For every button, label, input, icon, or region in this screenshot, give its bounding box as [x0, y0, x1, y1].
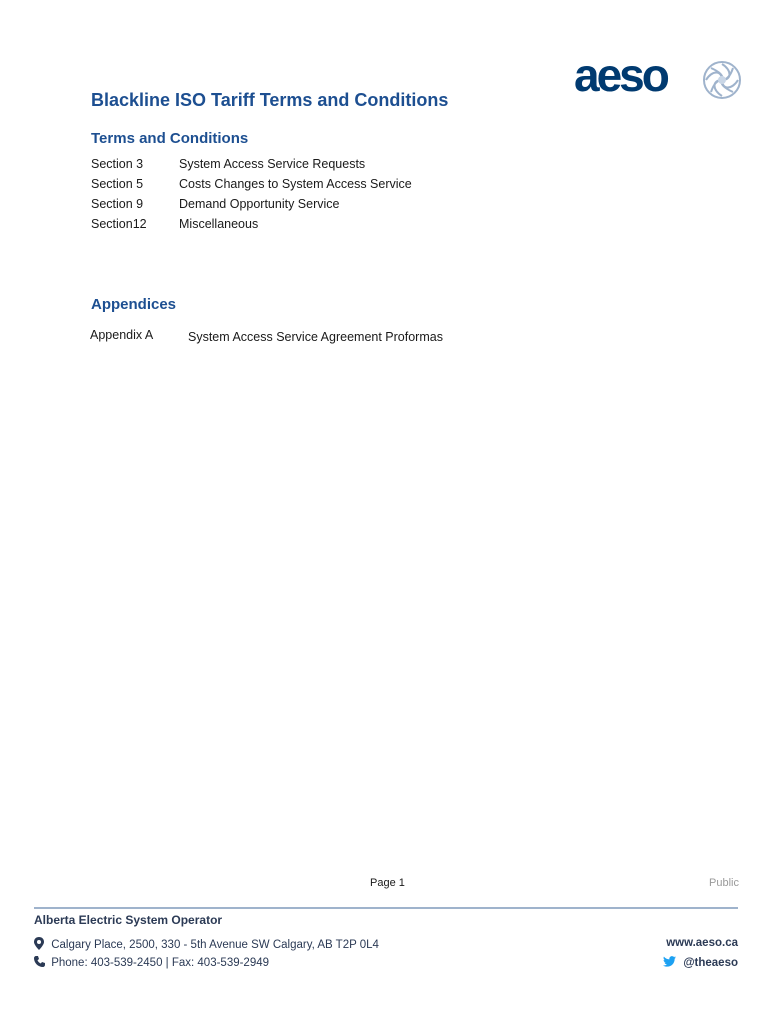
- list-item: [91, 177, 691, 195]
- aeso-logo: [574, 49, 742, 102]
- classification-label: Public: [709, 877, 739, 889]
- document-title: Blackline ISO Tariff Terms and Conditions: [91, 90, 449, 110]
- contact-line: [34, 956, 269, 970]
- list-item: [90, 328, 690, 346]
- section-title: Costs Changes to System Access Service: [179, 177, 412, 191]
- phone-fax-text: Phone: 403-539-2450 | Fax: 403-539-2949: [51, 957, 270, 970]
- organization-name: Alberta Electric System Operator: [34, 913, 223, 927]
- address-line: [34, 937, 379, 953]
- appendix-title: System Access Service Agreement Proformas: [188, 330, 443, 344]
- section-number: Section12: [91, 217, 147, 231]
- page-number: Page 1: [370, 877, 405, 889]
- section-number: Section 3: [91, 157, 144, 171]
- phone-icon: [34, 956, 48, 970]
- section-number: Section 9: [91, 197, 144, 211]
- section-title: Demand Opportunity Service: [179, 197, 340, 211]
- list-item: [91, 157, 691, 175]
- footer-divider: [34, 907, 738, 909]
- twitter-bird-icon: [663, 956, 676, 970]
- location-pin-icon: [34, 937, 48, 953]
- section-title: Miscellaneous: [179, 217, 259, 231]
- twitter-handle-text: @theaeso: [683, 957, 738, 970]
- list-item: [91, 217, 691, 235]
- turbine-swirl-icon: [702, 60, 742, 100]
- appendices-heading: Appendices: [91, 296, 177, 313]
- appendix-number: Appendix A: [90, 328, 154, 342]
- logo-wordmark: aeso: [574, 49, 667, 101]
- terms-heading: Terms and Conditions: [91, 130, 249, 147]
- website-link[interactable]: www.aeso.ca: [666, 937, 738, 949]
- list-item: [91, 197, 691, 215]
- section-title: System Access Service Requests: [179, 157, 366, 171]
- twitter-handle[interactable]: [663, 956, 738, 970]
- section-number: Section 5: [91, 177, 144, 191]
- address-text: Calgary Place, 2500, 330 - 5th Avenue SW Calgary, AB T2P 0L4: [51, 939, 379, 952]
